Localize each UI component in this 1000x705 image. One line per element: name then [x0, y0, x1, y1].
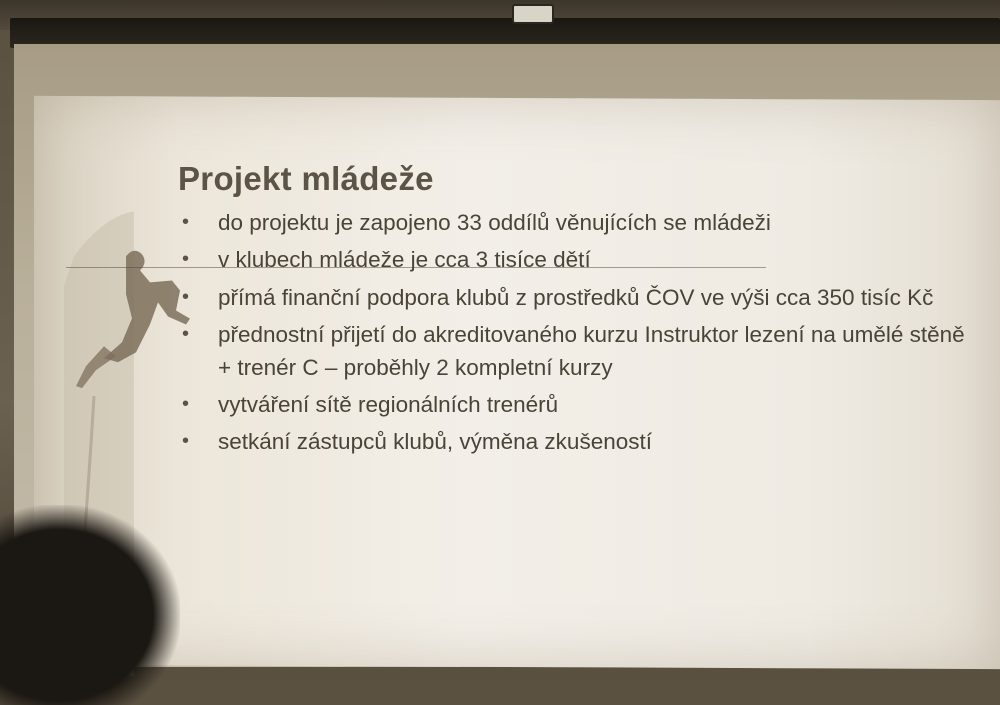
bullet-list	[178, 206, 978, 462]
audience-head-silhouette	[0, 505, 180, 705]
screen-mount-clip	[512, 4, 554, 24]
list-item: • setkání zástupců klubů, výměna zkušeností	[178, 425, 978, 458]
list-item: • vytváření sítě regionálních trenérů	[178, 388, 978, 421]
list-item: • do projektu je zapojeno 33 oddílů věnujících se mládeži	[178, 206, 978, 239]
list-item: • přímá finanční podpora klubů z prostředků ČOV ve výši cca 350 tisíc Kč	[178, 281, 978, 314]
list-item: • v klubech mládeže je cca 3 tisíce dětí	[178, 243, 978, 276]
list-item: • přednostní přijetí do akreditovaného kurzu Instruktor lezení na umělé stěně + trenér C – proběhly 2 kompletní kurzy	[178, 318, 978, 384]
slide-title: Projekt mládeže	[178, 160, 434, 197]
